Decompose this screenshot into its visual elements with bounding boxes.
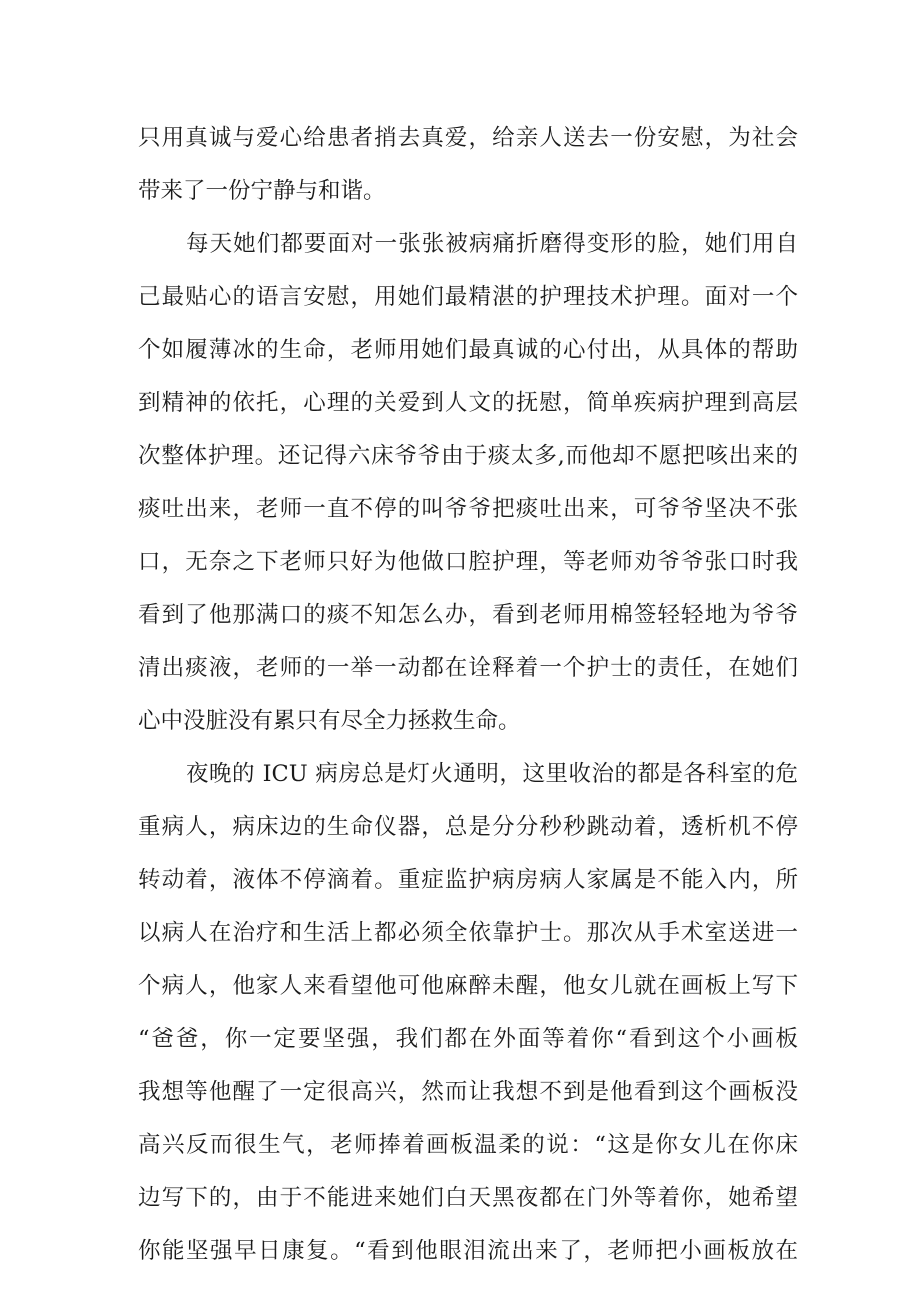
text-line: 只用真诚与爱心给患者捎去真爱，给亲人送去一份安慰，为社会 bbox=[138, 125, 798, 151]
text-line: 到精神的依托，心理的关爱到人文的抚慰，简单疾病护理到高层 bbox=[138, 390, 798, 416]
text-line: 痰吐出来，老师一直不停的叫爷爷把痰吐出来，可爷爷坚决不张 bbox=[138, 496, 798, 522]
text-line: 心中没脏没有累只有尽全力拯救生命。 bbox=[138, 708, 521, 734]
text-line: 口，无奈之下老师只好为他做口腔护理，等老师劝爷爷张口时我 bbox=[138, 549, 798, 575]
paragraph bbox=[138, 112, 798, 218]
paragraph bbox=[138, 218, 798, 748]
text-line: 清出痰液，老师的一举一动都在诠释着一个护士的责任，在她们 bbox=[138, 655, 798, 681]
text-line: 看到了他那满口的痰不知怎么办，看到老师用棉签轻轻地为爷爷 bbox=[138, 602, 798, 628]
text-line: 高兴反而很生气，老师捧着画板温柔的说：“这是你女儿在你床 bbox=[138, 1132, 798, 1158]
paragraph bbox=[138, 748, 798, 1278]
text-line: 每天她们都要面对一张张被病痛折磨得变形的脸，她们用自 bbox=[186, 231, 798, 257]
text-line: 我想等他醒了一定很高兴，然而让我想不到是他看到这个画板没 bbox=[138, 1079, 798, 1105]
text-line: 转动着，液体不停滴着。重症监护病房病人家属是不能入内，所 bbox=[138, 867, 798, 893]
text-line: 个病人，他家人来看望他可他麻醉未醒，他女儿就在画板上写下 bbox=[138, 973, 798, 999]
text-line: 己最贴心的语言安慰，用她们最精湛的护理技术护理。面对一个 bbox=[138, 284, 798, 310]
text-line: 次整体护理。还记得六床爷爷由于痰太多,而他却不愿把咳出来的 bbox=[138, 443, 798, 469]
document-body bbox=[138, 112, 798, 1278]
text-line: 以病人在治疗和生活上都必须全依靠护士。那次从手术室送进一 bbox=[138, 920, 798, 946]
text-line: 重病人，病床边的生命仪器，总是分分秒秒跳动着，透析机不停 bbox=[138, 814, 798, 840]
text-line: “爸爸，你一定要坚强，我们都在外面等着你“看到这个小画板 bbox=[138, 1026, 798, 1052]
text-line: 你能坚强早日康复。“看到他眼泪流出来了，老师把小画板放在 bbox=[138, 1238, 798, 1264]
text-line: 边写下的，由于不能进来她们白天黑夜都在门外等着你，她希望 bbox=[138, 1185, 798, 1211]
text-line: 夜晚的 ICU 病房总是灯火通明，这里收治的都是各科室的危 bbox=[186, 761, 798, 787]
text-line: 带来了一份宁静与和谐。 bbox=[138, 178, 386, 204]
text-line: 个如履薄冰的生命，老师用她们最真诚的心付出，从具体的帮助 bbox=[138, 337, 798, 363]
